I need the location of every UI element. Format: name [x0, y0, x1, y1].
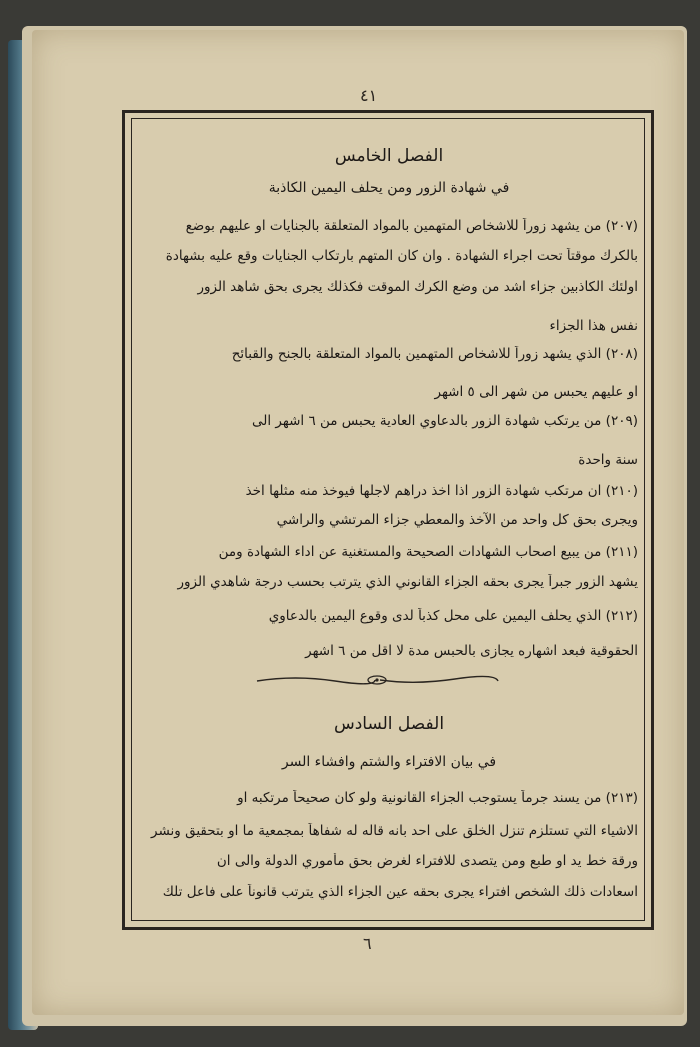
paragraph-line: (٢٠٧) من يشهد زوراً للاشخاص المتهمين بالمواد المتعلقة بالجنايات او عليهم بوضع — [185, 218, 638, 234]
paragraph-line: ويجرى بحق كل واحد من الآخذ والمعطي جزاء المرتشي والراشي — [276, 512, 638, 528]
paragraph-line: بالكرك موقتاً تحت اجراء الشهادة . وان كان المتهم بارتكاب الجنايات وقع عليه بشهادة — [165, 248, 638, 264]
paragraph-line: (٢١١) من يبيع اصحاب الشهادات الصحيحة والمستغنية عن اداء الشهادة ومن — [218, 544, 638, 560]
paragraph-line: (٢٠٨) الذي يشهد زوراً للاشخاص المتهمين بالمواد المتعلقة بالجنح والقبائح — [231, 346, 638, 362]
page-number-bottom: ٦ — [363, 934, 372, 953]
section-divider-ornament — [255, 672, 500, 688]
paragraph-line: (٢١٠) ان مرتكب شهادة الزور اذا اخذ دراهم لاجلها فيوخذ منه مثلها اخذ — [245, 483, 638, 499]
section5-subtitle: في شهادة الزور ومن يحلف اليمين الكاذبة — [268, 180, 510, 196]
paragraph-line: الاشياء التي تستلزم تنزل الخلق على احد بانه قاله له شفاهاً بمجمعية ما او بتحقيق ونشر — [151, 823, 638, 839]
paragraph-line: (٢١٣) من يسند جرماً يستوجب الجزاء القانونية ولو كان صحيحاً مرتكبه او — [237, 790, 638, 806]
section6-title: الفصل السادس — [333, 714, 445, 734]
paragraph-line: (٢١٢) الذي يحلف اليمين على محل كذباً لدى وقوع اليمين بالدعاوي — [268, 608, 638, 624]
paragraph-line: ورقة خط يد او طبع ومن يتصدى للافتراء لغرض بحق مأموري الدولة والى ان — [216, 853, 638, 869]
paragraph-line: (٢٠٩) من يرتكب شهادة الزور بالدعاوي العادية يحبس من ٦ اشهر الى — [252, 413, 638, 429]
paragraph-line: يشهد الزور جبراً يجرى بحقه الجزاء القانوني الذي يترتب بحسب درجة شاهدي الزور — [177, 574, 638, 590]
paragraph-line: او عليهم يحبس من شهر الى ٥ اشهر — [434, 384, 638, 400]
paragraph-line: اولئك الكاذبين جزاء اشد من وضع الكرك الموقت فكذلك يجرى بحق شاهد الزور — [197, 279, 638, 295]
page-number-top: ٤١ — [360, 86, 378, 105]
section5-title: الفصل الخامس — [334, 146, 444, 166]
section6-subtitle: في بيان الافتراء والشتم وافشاء السر — [281, 754, 497, 770]
paragraph-line: اسعادات ذلك الشخص افتراء يجرى بحقه عين الجزاء الذي يترتب قانوناً على فاعل تلك — [162, 884, 638, 900]
paragraph-line: نفس هذا الجزاء — [549, 318, 638, 334]
paragraph-line: الحقوقية فبعد اشهاره يجازى بالحبس مدة لا اقل من ٦ اشهر — [305, 643, 638, 659]
paragraph-line: سنة واحدة — [578, 452, 638, 468]
